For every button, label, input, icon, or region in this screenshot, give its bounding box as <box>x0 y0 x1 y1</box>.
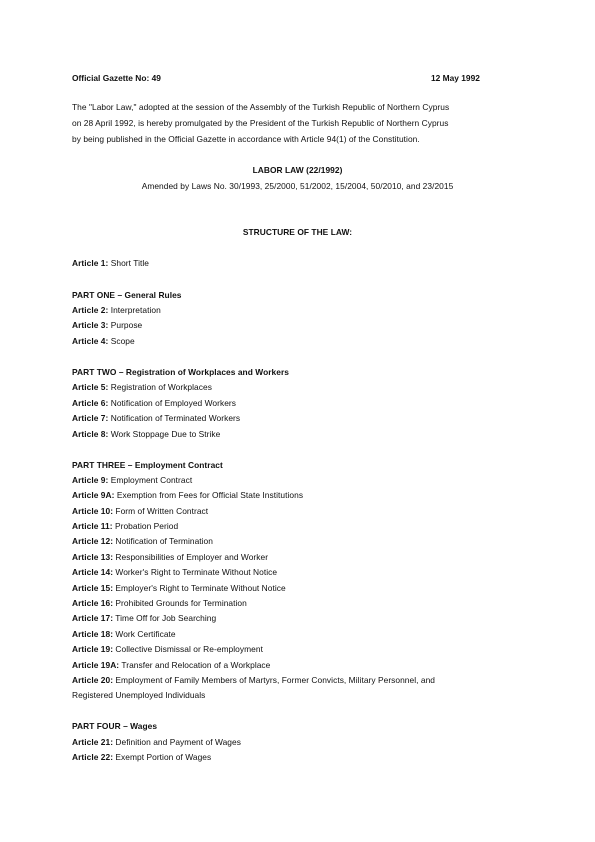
part-title: – Employment Contract <box>125 460 223 470</box>
article-title: Form of Written Contract <box>113 506 209 516</box>
article-title: Exempt Portion of Wages <box>113 752 212 762</box>
article-title: Employment Contract <box>108 475 193 485</box>
part-title: – Registration of Workplaces and Workers <box>116 367 289 377</box>
article-label: Article 5: <box>72 382 109 392</box>
article-title: Prohibited Grounds for Termination <box>113 598 247 608</box>
article-label: Article 8: <box>72 429 109 439</box>
article-title: Probation Period <box>112 521 179 531</box>
article-label: Article 4: <box>72 336 109 346</box>
article-label: Article 17: <box>72 613 114 623</box>
article-label: Article 10: <box>72 506 114 516</box>
article-entry <box>72 382 212 392</box>
article-entry <box>72 613 216 623</box>
article-title: Employer's Right to Terminate Without Notice <box>113 583 286 593</box>
article-entry <box>72 583 286 593</box>
intro-line: on 28 April 1992, is hereby promulgated by the President of the Turkish Republic of Northern Cyprus <box>72 118 449 128</box>
gazette-number: Official Gazette No: 49 <box>72 73 161 83</box>
article-entry <box>72 521 178 531</box>
article-title: Work Certificate <box>113 629 176 639</box>
part-title: – Wages <box>120 721 158 731</box>
article-entry <box>72 336 135 346</box>
article-entry <box>72 413 240 423</box>
article-entry <box>72 506 208 516</box>
article-title: Notification of Termination <box>113 536 213 546</box>
article-title: Interpretation <box>108 305 161 315</box>
article-label: Article 6: <box>72 398 109 408</box>
intro-line: by being published in the Official Gazette in accordance with Article 94(1) of the Constitution. <box>72 134 420 144</box>
part-label: PART ONE <box>72 290 116 300</box>
article-title: Definition and Payment of Wages <box>113 737 241 747</box>
article-entry <box>72 598 247 608</box>
article-label: Article 20: <box>72 675 114 685</box>
article-title: Scope <box>108 336 135 346</box>
article-title: Notification of Employed Workers <box>108 398 236 408</box>
article-label: Article 3: <box>72 320 109 330</box>
article-title: Responsibilities of Employer and Worker <box>113 552 269 562</box>
article-label: Article 9: <box>72 475 109 485</box>
article-title: Notification of Terminated Workers <box>108 413 241 423</box>
article-label: Article 15: <box>72 583 114 593</box>
article-label: Article 14: <box>72 567 114 577</box>
article-entry <box>72 752 211 762</box>
article-entry <box>72 490 303 500</box>
article-label: Article 18: <box>72 629 114 639</box>
article-entry <box>72 552 268 562</box>
amendment-note: Amended by Laws No. 30/1993, 25/2000, 51/2002, 15/2004, 50/2010, and 23/2015 <box>141 181 454 191</box>
part-label: PART TWO <box>72 367 117 377</box>
part-title: – General Rules <box>115 290 182 300</box>
article-title-continuation: Registered Unemployed Individuals <box>72 690 206 700</box>
article-label: Article 7: <box>72 413 109 423</box>
article-label: Article 16: <box>72 598 114 608</box>
article-entry <box>72 475 192 485</box>
article-title: Worker's Right to Terminate Without Notice <box>113 567 278 577</box>
article-title: Employment of Family Members of Martyrs, Former Convicts, Military Personnel, and <box>113 675 436 685</box>
law-title: LABOR LAW (22/1992) <box>252 165 343 175</box>
part-heading <box>72 460 223 470</box>
article-entry <box>72 629 176 639</box>
article-label: Article 21: <box>72 737 114 747</box>
article-label: Article 2: <box>72 305 109 315</box>
article-title: Transfer and Relocation of a Workplace <box>119 660 271 670</box>
article-title: Work Stoppage Due to Strike <box>108 429 221 439</box>
article-title: Purpose <box>108 320 143 330</box>
part-heading <box>72 367 289 377</box>
article-entry <box>72 320 142 330</box>
article-label: Article 19: <box>72 644 114 654</box>
structure-heading: STRUCTURE OF THE LAW: <box>242 227 353 237</box>
article-title: Short Title <box>108 258 149 268</box>
article-entry <box>72 258 149 268</box>
article-entry <box>72 675 435 685</box>
article-entry <box>72 429 220 439</box>
article-entry <box>72 660 270 670</box>
part-label: PART FOUR <box>72 721 121 731</box>
article-entry <box>72 398 236 408</box>
article-title: Time Off for Job Searching <box>113 613 217 623</box>
article-title: Collective Dismissal or Re-employment <box>113 644 263 654</box>
article-entry <box>72 737 241 747</box>
article-entry <box>72 567 277 577</box>
article-label: Article 13: <box>72 552 114 562</box>
part-heading <box>72 721 157 731</box>
intro-line: The "Labor Law," adopted at the session of the Assembly of the Turkish Republic of Northern Cyprus <box>72 102 450 112</box>
article-entry <box>72 536 213 546</box>
article-label: Article 1: <box>72 258 109 268</box>
part-label: PART THREE <box>72 460 126 470</box>
article-label: Article 9A: <box>72 490 115 500</box>
article-label: Article 22: <box>72 752 114 762</box>
part-heading <box>72 290 182 300</box>
article-label: Article 12: <box>72 536 114 546</box>
article-label: Article 11: <box>72 521 113 531</box>
article-label: Article 19A: <box>72 660 120 670</box>
gazette-date: 12 May 1992 <box>431 73 480 83</box>
article-entry <box>72 305 161 315</box>
article-title: Exemption from Fees for Official State Institutions <box>114 490 304 500</box>
article-title: Registration of Workplaces <box>108 382 212 392</box>
article-entry <box>72 644 263 654</box>
